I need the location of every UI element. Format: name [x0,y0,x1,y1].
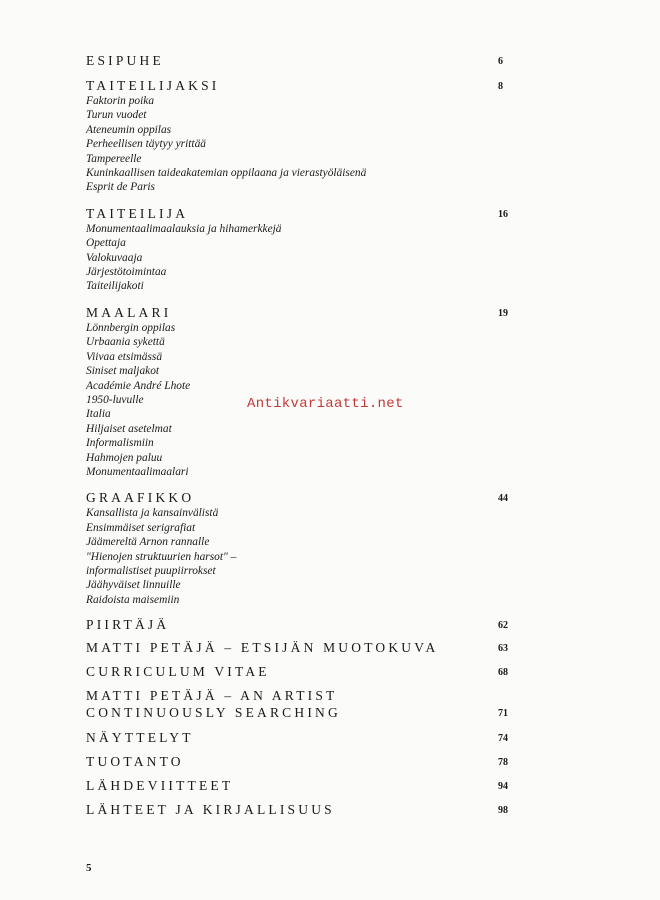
toc-page-number: 68 [498,667,508,679]
toc-subitem: Jäähyväiset linnuille [86,579,181,592]
toc-subitem: Informalismiin [86,437,154,450]
toc-section-esipuhe [86,52,506,69]
toc-page-number: 98 [498,805,508,817]
toc-subitem: Hahmojen paluu [86,451,163,464]
toc-subitem: Monumentaalimaalari [86,465,189,478]
toc-subitem: informalistiset puupiirrokset [86,564,216,577]
toc-page-number: 63 [498,643,508,655]
toc-section-lahdeviitteet [86,777,506,794]
table-of-contents [86,52,506,818]
toc-subitem: Faktorin poika [86,95,155,107]
toc-subitem: Hiljaiset asetelmat [86,422,172,435]
toc-subitem: Kuninkaallisen taideakatemian oppilaana ja vierastyöläisenä [86,167,367,180]
toc-subitem: Turun vuodet [86,109,147,122]
toc-subitem: Kansallista ja kansainvälistä [86,507,219,520]
toc-subitem: Italia [86,408,111,421]
toc-heading: CURRICULUM VITAE [86,664,270,680]
toc-section-graafikko [86,489,506,607]
page-folio: 5 [86,862,92,874]
toc-page-number: 71 [498,708,508,720]
toc-section-an-artist [86,687,506,721]
toc-section-maalari [86,304,506,479]
toc-heading: PIIRTÄJÄ [86,617,170,633]
toc-section-taiteilija [86,205,506,294]
toc-section-curriculum-vitae [86,663,506,680]
toc-section-taiteilijaksi [86,77,506,195]
toc-subitem: Urbaania sykettä [86,336,165,349]
toc-subitem: Monumentaalimaalauksia ja hihamerkkejä [86,222,282,235]
toc-subitem: Esprit de Paris [86,181,155,194]
toc-page-number: 19 [498,307,508,319]
toc-heading: MAALARI [86,304,172,320]
toc-section-tuotanto [86,753,506,770]
toc-subitem: Opettaja [86,237,126,250]
toc-subitem: Viivaa etsimässä [86,350,163,363]
toc-subitem: Tampereelle [86,152,142,165]
toc-page-number: 78 [498,757,508,769]
toc-heading: MATTI PETÄJÄ – ETSIJÄN MUOTOKUVA [86,640,439,656]
toc-heading-continued: CONTINUOUSLY SEARCHING [86,705,341,721]
toc-subitem: Taiteilijakoti [86,280,144,293]
toc-subitem: 1950-luvulle [86,393,144,406]
toc-subitem: Académie André Lhote [86,379,191,392]
toc-section-piirtaja [86,616,506,633]
toc-heading: ESIPUHE [86,53,164,68]
toc-page-number: 16 [498,208,508,220]
toc-heading: LÄHDEVIITTEET [86,778,234,794]
toc-subitem: Järjestötoimintaa [86,266,167,279]
toc-page-number: 62 [498,620,508,632]
toc-heading: LÄHTEET JA KIRJALLISUUS [86,802,335,818]
toc-subitem: "Hienojen struktuurien harsot" – [86,550,237,563]
toc-subitem: Ateneumin oppilas [86,123,172,136]
toc-section-lahteet [86,801,506,818]
toc-section-nayttelyt [86,729,506,746]
toc-page-number: 74 [498,733,508,745]
watermark: Antikvariaatti.net [247,396,404,412]
toc-page-number: 6 [498,56,503,67]
toc-page-number: 44 [498,493,508,505]
toc-page-number: 94 [498,781,508,793]
toc-section-etsijan-muotokuva [86,639,506,656]
toc-heading: GRAAFIKKO [86,490,195,506]
toc-subitem: Jäämereltä Arnon rannalle [86,536,210,549]
toc-subitem: Perheellisen täytyy yrittää [86,138,206,151]
toc-subitem: Valokuvaaja [86,251,143,264]
toc-heading: MATTI PETÄJÄ – AN ARTIST [86,688,338,704]
toc-heading: TUOTANTO [86,754,184,770]
toc-subitem: Lönnbergin oppilas [86,321,176,334]
toc-subitem: Ensimmäiset serigrafiat [86,521,196,534]
toc-heading: NÄYTTELYT [86,730,194,746]
toc-page-number: 8 [498,81,503,92]
toc-heading: TAITEILIJA [86,205,189,221]
toc-subitem: Siniset maljakot [86,365,160,378]
toc-subitem: Raidoista maisemiin [86,593,180,606]
toc-heading: TAITEILIJAKSI [86,78,220,93]
